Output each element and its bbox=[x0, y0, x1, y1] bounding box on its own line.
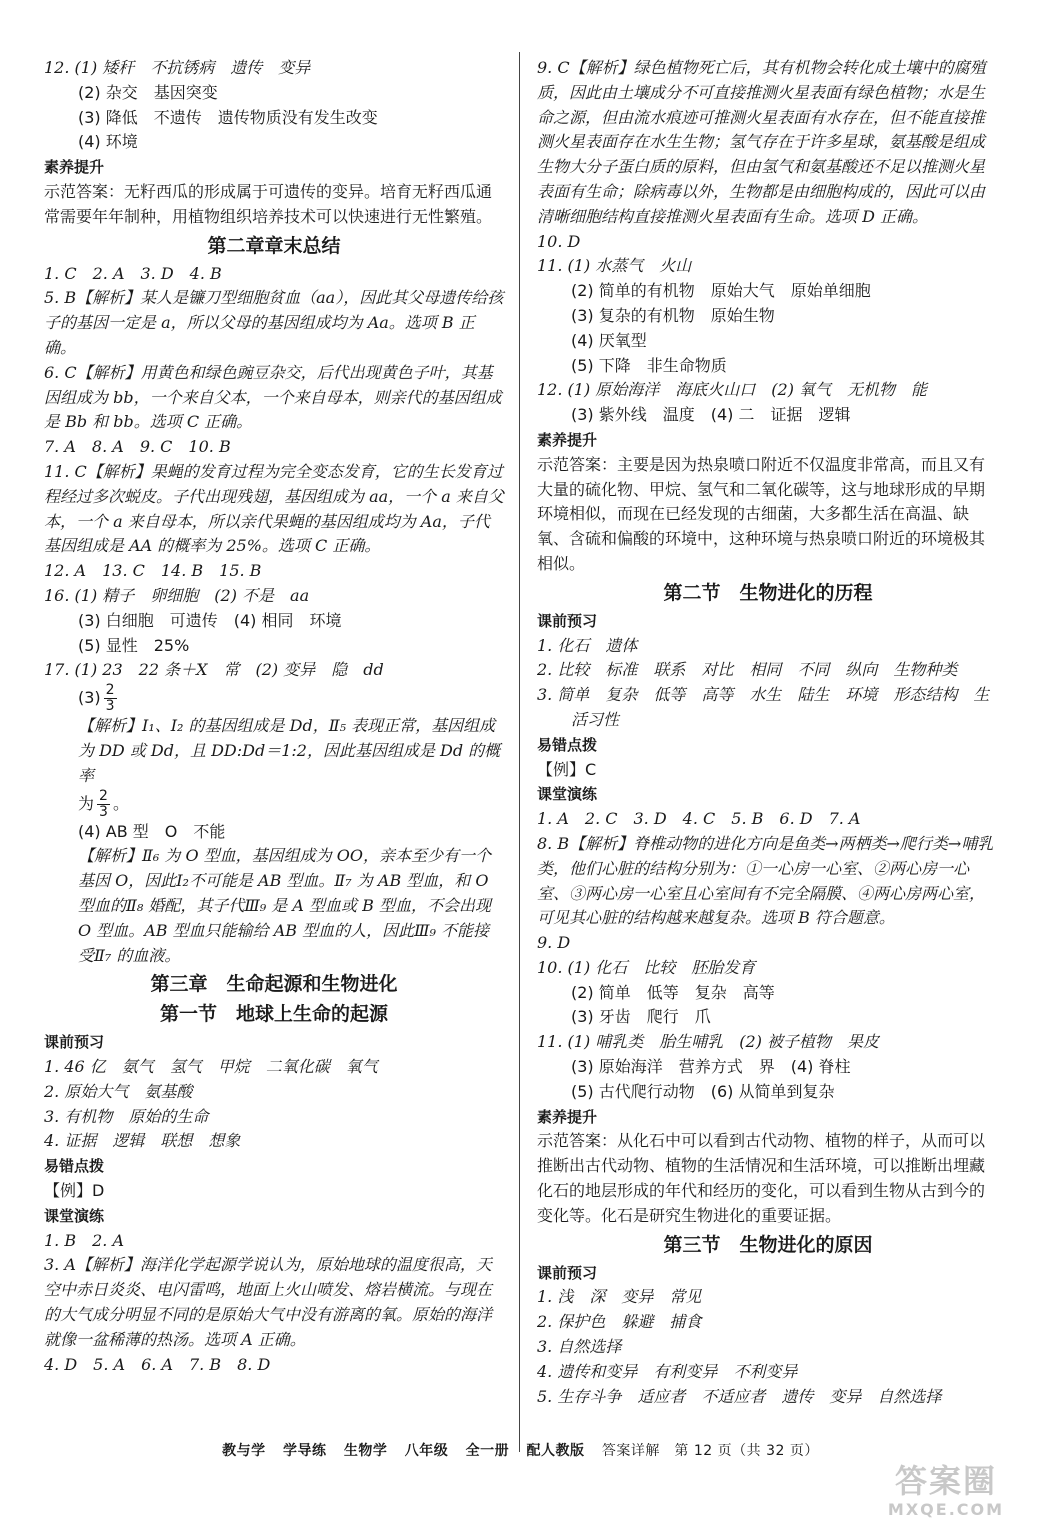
answer-item: 1. B 2. A bbox=[44, 1230, 125, 1250]
right-column bbox=[537, 56, 999, 1409]
section-title: 第二节 生物进化的历程 bbox=[663, 581, 873, 604]
subsection-heading: 素养提升 bbox=[537, 430, 598, 449]
answer-item: 7. A 8. A 9. C 10. B bbox=[44, 437, 231, 457]
answer-item: 1. C 2. A 3. D 4. B bbox=[44, 263, 222, 283]
answer-item: 16. (1) 精子 卵细胞 (2) 不是 aa bbox=[44, 585, 310, 605]
subsection-heading: 易错点拨 bbox=[44, 1157, 105, 1176]
subsection-heading: 课前预习 bbox=[537, 611, 598, 630]
answer-item: (3) 降低 不遗传 遗传物质没有发生改变 bbox=[78, 107, 378, 127]
answer-item: 4. 证据 逻辑 联想 想象 bbox=[44, 1131, 241, 1151]
fraction-numerator: 2 bbox=[99, 787, 108, 804]
answer-item: 10. (1) 化石 比较 胚胎发育 bbox=[537, 957, 756, 977]
answer-item: 3. A【解析】海洋化学起源学说认为，原始地球的温度很高，天空中赤日炎炎、电闪雷鸣，地面上火山喷发、熔岩横流。与现在的大气成分明显不同的是原始大气中没有游离的氧。原始的海洋就像一盆稀薄的热汤。选项 A 正确。 bbox=[44, 1255, 493, 1349]
answer-item: 8. B【解析】脊椎动物的进化方向是鱼类→两栖类→爬行类→哺乳类，他们心脏的结构分别为：①一心房一心室、②两心房一心室、③两心房一心室且心室间有不完全隔膜、④两心房两心室，可见其心脏的结构越来越复杂。选项 B 符合题意。 bbox=[537, 833, 994, 928]
answer-item: 12. (1) 原始海洋 海底火山口 (2) 氧气 无机物 能 bbox=[537, 380, 928, 400]
watermark bbox=[871, 1462, 1021, 1526]
answer-item: 1. 浅 深 变异 常见 bbox=[537, 1287, 702, 1307]
answer-item: 示范答案：从化石中可以看到古代动物、植物的样子，从而可以推断出古代动物、植物的生活情况和生活环境，可以推断出埋藏化石的地层形成的年代和经历的变化，可以看到生物从古到今的变化等。化石是研究生物进化的重要证据。 bbox=[537, 1131, 986, 1225]
footer-series: 学导练 bbox=[283, 1443, 327, 1459]
fraction-line bbox=[44, 683, 504, 714]
answer-item: 5. B【解析】某人是镰刀型细胞贫血（aa），因此其父母遗传给孩子的基因一定是 a，所以父母的基因组成均为 Aa。选项 B 正确。 bbox=[44, 288, 504, 357]
subsection-heading: 课堂演练 bbox=[537, 785, 598, 804]
answer-item: 17. (1) 23 22 条＋X 常 (2) 变异 隐 dd bbox=[44, 660, 384, 680]
answer-item: (5) 古代爬行动物 (6) 从简单到复杂 bbox=[571, 1081, 835, 1101]
answer-item: 1. A 2. C 3. D 4. C 5. B 6. D 7. A bbox=[537, 809, 861, 829]
left-column bbox=[44, 56, 504, 1377]
footer-publisher: 教与学 bbox=[222, 1443, 266, 1459]
subsection-heading: 课堂演练 bbox=[44, 1206, 105, 1225]
answer-item: (2) 杂交 基因突变 bbox=[78, 82, 218, 102]
fraction-prefix: 为 bbox=[78, 793, 95, 813]
fraction-prefix: (3) bbox=[78, 688, 101, 708]
watermark-url: MXQE.COM bbox=[887, 1500, 1005, 1519]
footer-volume: 全一册 bbox=[465, 1443, 510, 1459]
footer-subject: 生物学 bbox=[343, 1443, 388, 1459]
fraction-numerator: 2 bbox=[105, 682, 115, 699]
answer-item: 2. 原始大气 氨基酸 bbox=[44, 1081, 193, 1101]
answer-item: 2. 比较 标准 联系 对比 相同 不同 纵向 生物种类 bbox=[537, 660, 958, 680]
footer-page-info: 答案详解 第 12 页（共 32 页） bbox=[601, 1443, 819, 1459]
answer-item: 12. A 13. C 14. B 15. B bbox=[44, 561, 262, 581]
answer-item: 5. 生存斗争 适应者 不适应者 遗传 变异 自然选择 bbox=[537, 1386, 942, 1406]
answer-item: 10. D bbox=[537, 231, 581, 251]
answer-item: (4) 厌氧型 bbox=[571, 330, 647, 350]
answer-item: 3. 有机物 原始的生命 bbox=[44, 1106, 209, 1126]
watermark-logo: 答案圈 bbox=[894, 1462, 997, 1500]
answer-item: 【例】D bbox=[44, 1181, 105, 1201]
answer-item: 11. (1) 哺乳类 胎生哺乳 (2) 被子植物 果皮 bbox=[537, 1032, 880, 1052]
answer-item: (2) 简单 低等 复杂 高等 bbox=[571, 982, 775, 1002]
answer-item: 3. 简单 复杂 低等 高等 水生 陆生 环境 形态结构 生活习性 bbox=[537, 685, 990, 729]
answer-item: 9. C【解析】绿色植物死亡后，其有机物会转化成土壤中的腐殖质，因此由土壤成分不可直接推测火星表面有绿色植物；水是生命之源，但由流水痕迹可推测火星表面有水存在，但不能直接推测火星表面存在水生生物；氢气存在于许多星球，氨基酸是组成生物大分子蛋白质的原料，但由氢气和氨基酸还不足以推测火星表面有生命；除病毒以外，生物都是由细胞构成的，因此可以由清晰细胞结构直接推测火星表面有生命。选项 D 正确。 bbox=[537, 58, 986, 226]
answer-item: 示范答案：无籽西瓜的形成属于可遗传的变异。培育无籽西瓜通常需要年年制种，用植物组织培养技术可以快速进行无性繁殖。 bbox=[44, 181, 493, 226]
subsection-heading: 素养提升 bbox=[44, 158, 105, 177]
fraction bbox=[97, 789, 110, 820]
answer-item: 3. 自然选择 bbox=[537, 1337, 622, 1357]
answer-item: (2) 简单的有机物 原始大气 原始单细胞 bbox=[571, 281, 871, 301]
subsection-heading: 素养提升 bbox=[537, 1107, 598, 1126]
answer-item: (5) 下降 非生命物质 bbox=[571, 355, 727, 375]
answer-item: 4. D 5. A 6. A 7. B 8. D bbox=[44, 1354, 271, 1374]
subsection-heading: 课前预习 bbox=[537, 1263, 598, 1282]
footer-edition: 配人教版 bbox=[526, 1443, 585, 1459]
answer-item: 9. D bbox=[537, 933, 571, 953]
fraction-denominator: 3 bbox=[99, 803, 108, 820]
answer-item: 示范答案：主要是因为热泉喷口附近不仅温度非常高，而且又有大量的硫化物、甲烷、氢气和二氧化碳等，这与地球形成的早期环境相似，而现在已经发现的古细菌，大多都生活在高温、缺氧、含硫和偏酸的环境中，这种环境与热泉喷口附近的环境极其相似。 bbox=[537, 454, 986, 573]
answer-item: 11. (1) 水蒸气 火山 bbox=[537, 256, 692, 276]
answer-item: (3) 白细胞 可遗传 (4) 相同 环境 bbox=[78, 610, 342, 630]
fraction bbox=[104, 683, 117, 714]
answer-item: (3) 紫外线 温度 (4) 二 证据 逻辑 bbox=[571, 405, 851, 425]
answer-item: 1. 46 亿 氨气 氢气 甲烷 二氧化碳 氧气 bbox=[44, 1057, 378, 1077]
answer-item: 6. C【解析】用黄色和绿色豌豆杂交，后代出现黄色子叶，其基因组成为 bb，一个来自父本，一个来自母本，则亲代的基因组成是 Bb 和 bb。选项 C 正确。 bbox=[44, 362, 502, 432]
answer-item: (3) 复杂的有机物 原始生物 bbox=[571, 305, 775, 325]
answer-item: (3) 牙齿 爬行 爪 bbox=[571, 1007, 711, 1027]
answer-item: 11. C【解析】果蝇的发育过程为完全变态发育，它的生长发育过程经过多次蜕皮。子代出现残翅，基因组成为 aa，一个 a 来自父本，一个 a 来自母本，所以亲代果蝇的基因组成均为 Aa，子代基因组成是 AA 的概率为 25%。选项 C 正确。 bbox=[44, 461, 504, 556]
answer-item: 12. (1) 矮秆 不抗锈病 遗传 变异 bbox=[44, 58, 311, 77]
column-divider bbox=[519, 52, 520, 1452]
subsection-heading: 课前预习 bbox=[44, 1033, 105, 1052]
fraction-suffix: 。 bbox=[112, 793, 129, 813]
section-title: 第三章 生命起源和生物进化 bbox=[150, 973, 398, 996]
fraction-line bbox=[44, 789, 504, 820]
answer-item: 【解析】Ⅰ₁、Ⅰ₂ 的基因组成是 Dd，Ⅱ₅ 表现正常，基因组成为 DD 或 Dd，且 DD:Dd＝1:2，因此基因组成是 Dd 的概率 bbox=[78, 716, 501, 785]
subsection-heading: 易错点拨 bbox=[537, 735, 598, 754]
section-title: 第二章章末总结 bbox=[207, 234, 341, 257]
footer-grade: 八年级 bbox=[404, 1443, 449, 1459]
answer-item: 2. 保护色 躲避 捕食 bbox=[537, 1312, 702, 1332]
answer-item: (4) 环境 bbox=[78, 132, 138, 152]
answer-item: (3) 原始海洋 营养方式 界 (4) 脊柱 bbox=[571, 1057, 851, 1077]
section-title: 第三节 生物进化的原因 bbox=[663, 1233, 873, 1256]
answer-item: (4) AB 型 O 不能 bbox=[78, 821, 226, 841]
answer-item: 【例】C bbox=[537, 759, 597, 779]
fraction-denominator: 3 bbox=[105, 698, 115, 715]
answer-item: 1. 化石 遗体 bbox=[537, 635, 638, 655]
answer-item: 【解析】Ⅱ₆ 为 O 型血，基因组成为 OO，亲本至少有一个基因 O，因此Ⅰ₂不可能是 AB 型血。Ⅱ₇ 为 AB 型血，和 O 型血的Ⅱ₈ 婚配，其子代Ⅲ₉ 是 A 型血或 B 型血，不会出现 O 型血。AB 型血只能输给 AB 型血的人，因此Ⅲ₉ 不能接受Ⅱ₇ 的血液。 bbox=[78, 846, 497, 965]
answer-item: 4. 遗传和变异 有利变异 不利变异 bbox=[537, 1361, 798, 1381]
section-title: 第一节 地球上生命的起源 bbox=[159, 1003, 388, 1026]
answer-item: (5) 显性 25% bbox=[78, 635, 190, 655]
